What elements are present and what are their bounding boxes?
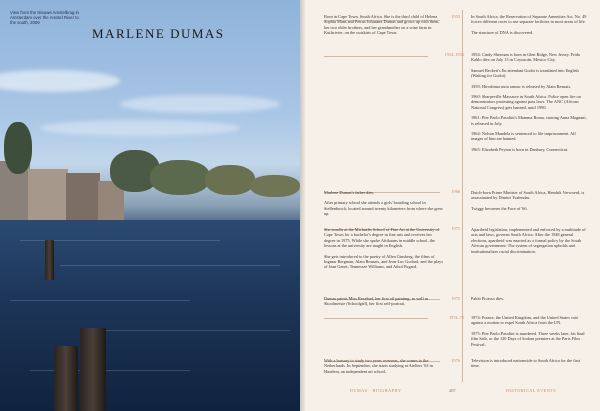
history-text: 1964: Nelson Mandela is sentenced to life imprisonment. All images of him are banned. (471, 131, 576, 142)
tree (250, 175, 300, 197)
page-title: MARLENE DUMAS (92, 26, 225, 41)
history-text: 1959: Hiroshima mon amour is released by Alain Resnais. (471, 83, 572, 89)
history-entry-1971 (471, 227, 587, 259)
ripple (90, 330, 290, 331)
mooring-post (80, 328, 106, 411)
bio-text: Marlene Dumas's father dies. (324, 190, 375, 195)
history-text: 1965: Elizabeth Peyton is born in Danbury, Connecticut. (471, 146, 569, 152)
bio-entry-1966 (324, 190, 444, 222)
history-text: Samuel Beckett's En attendant Godot is translated into English (Waiting for Godot). (471, 67, 579, 79)
page-number: 207 (449, 388, 456, 393)
year-label: 1971 (451, 226, 460, 231)
bio-text: After primary school she attends a girls' boarding school in Stellenbosch, located around twenty kilometers from where she grew up. (324, 200, 443, 217)
history-entry-1966 (471, 190, 587, 216)
history-text: 1975: Pier Paolo Pasolini is murdered. Three weeks later, his final film Salò, or the 120 Days of Sodom premiers at the Paris Film Festival. (471, 330, 585, 347)
history-text: Television is introduced nationwide to South Africa for the first time. (471, 358, 581, 369)
history-entry-1954 (471, 52, 587, 157)
history-text: Dutch-born Prime Minister of South Africa, Hendrik Verwoerd, is assassinated by Dimitri Tsafendas. (471, 190, 585, 201)
history-text: Apartheid legislation, implemented and enforced by a multitude of acts and laws, governs South Africa. After the 1948 general elections, apartheid was enacted as a formal policy by the South African government. The system of segregation upholds and institutionalizes racial discrimination. (471, 227, 586, 254)
history-text: In South Africa, the Reservation of Separate Amenities Act, No. 49 forces different races to use separate facilities in most areas of life. (471, 14, 587, 25)
history-text: Pablo Picasso dies. (471, 296, 504, 301)
footer-section-right: HISTORICAL EVENTS (506, 388, 557, 393)
book-gutter (300, 0, 306, 411)
mooring-post (54, 346, 78, 411)
tree (205, 165, 255, 195)
bio-entry-1953 (324, 14, 444, 41)
history-entry-1974 (471, 315, 587, 352)
year-label: 1966 (451, 189, 460, 194)
bio-text: With a bursary to study two years overseas, she comes to the Netherlands. In September, she starts studying at Ateliers '63 in Haarlem, an independent art school, (324, 358, 433, 374)
history-entry-1976 (471, 358, 587, 374)
history-text: Twiggy becomes the Face of '66. (471, 205, 528, 211)
photo-caption: View from the Nieuwe Amstelbrug in Amsterdam over the Amstel River to the south, 2009 (10, 10, 79, 26)
ripple (10, 300, 190, 301)
bio-entry-1976 (324, 358, 444, 379)
history-text: 1974: France, the United Kingdom, and the United States vote against a motion to expel South Africa from the UN. (471, 315, 579, 326)
history-text: 1960: Sharpeville Massacre in South Africa. Police open fire on demonstrators protesting against pass laws. The ANC (African National Congress) gets banned, until 1990. (471, 94, 581, 110)
building (66, 173, 100, 221)
year-label: 1975 (451, 296, 460, 301)
year-label: 1953 (451, 14, 460, 19)
history-text: The structure of DNA is discovered. (471, 29, 534, 35)
bio-entry-1971 (324, 227, 444, 275)
bio-text: She enrolls at the Michaelis School of Fine Art at the University of Cape Town for a bachelor's degree in fine arts and receives her degree in 1975. While she spoke Afrikaans in middle school, the lessons at the university are taught in English. (324, 227, 440, 249)
bio-text: She gets introduced to the poetry of Allen Ginsberg, the films of Ingmar Bergman, Alain Resnais, and Jean-Luc Godard, and the plays of Jean Genet, Tennessee Williams, and Athol Fugard. (324, 253, 444, 270)
bio-entry-1975 (324, 296, 444, 312)
history-entry-1953 (471, 14, 587, 40)
tree (4, 122, 32, 174)
cloud (40, 120, 240, 136)
bio-text: Born in Cape Town, South Africa. She is the third child of Helena Sophia Mans and Petrus Johannes Dumas and grows up with them, her two older brothers, and her grandmother on a wine farm in Kuilsrivier, on the outskirts of Cape Town. (324, 14, 440, 36)
year-label: 1974–75 (448, 315, 464, 320)
timeline-divider (462, 10, 463, 382)
history-text: 1954: Cindy Sherman is born in Glen Ridge, New Jersey. Frida Kahlo dies on July 13 in Coyoacán, Mexico City. (471, 52, 580, 63)
year-label: 1976 (451, 358, 460, 363)
footer-section-left: DUMAS · BIOGRAPHY (350, 388, 402, 393)
ripple (60, 265, 280, 266)
mooring-post (45, 240, 54, 280)
cloud (120, 95, 280, 113)
row-rule (324, 318, 428, 319)
building (28, 169, 68, 221)
history-entry-1973 (471, 296, 587, 306)
history-text: 1961: Pier Paolo Pasolini's Mamma Roma, starring Anna Magnani, is released in July. (471, 115, 587, 126)
cloud (0, 70, 120, 92)
row-rule (324, 56, 428, 57)
bio-text: Dumas paints Miss Rosebud, her first oil painting, as well as Skoolmeisie (Schoolgirl), her first self-portrait. (324, 296, 429, 307)
year-label: 1954–1955 (444, 52, 464, 57)
tree (150, 160, 210, 195)
